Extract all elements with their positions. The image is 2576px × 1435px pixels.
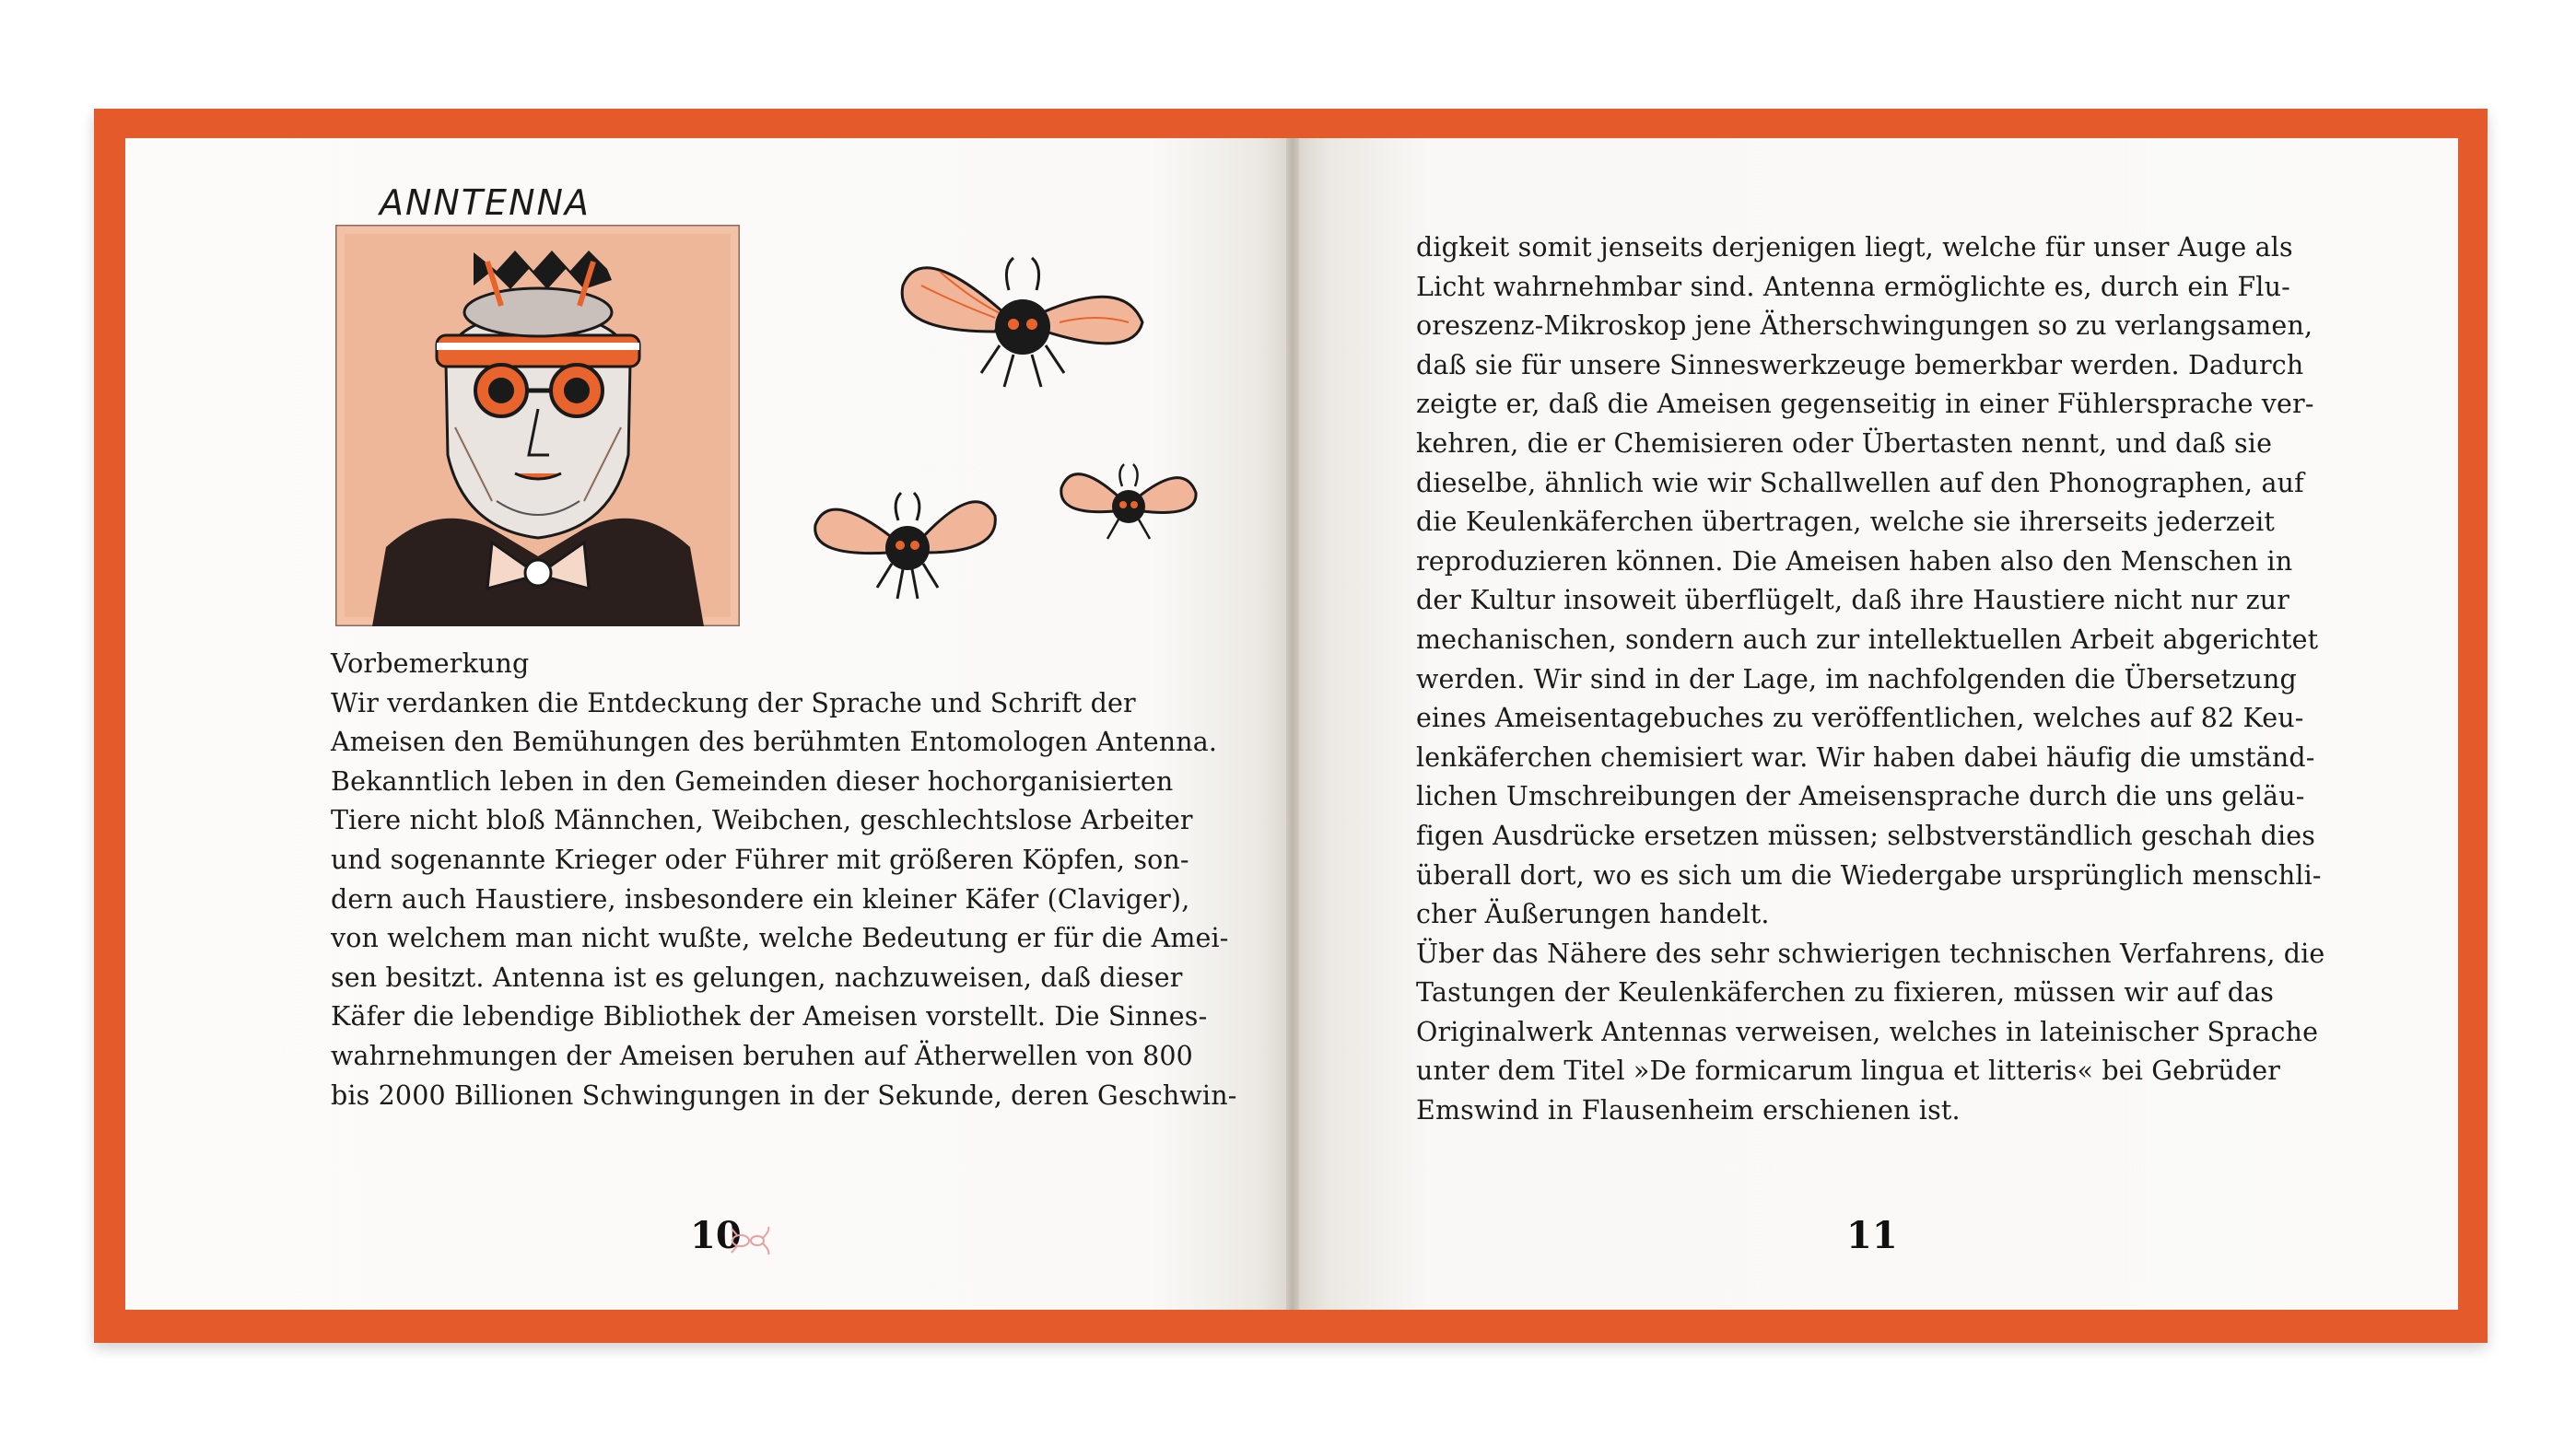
text-line: Bekanntlich leben in den Gemeinden dieser hochorganisierten — [331, 765, 1174, 797]
text-line: Käfer die lebendige Bibliothek der Ameisen vorstellt. Die Sinnes- — [331, 1001, 1208, 1032]
text-line: Über das Nähere des sehr schwierigen technischen Verfahrens, die — [1416, 938, 2325, 969]
text-line: überall dort, wo es sich um die Wiedergabe ursprünglich menschli- — [1416, 859, 2322, 891]
page-number-left: 10 — [690, 1214, 742, 1257]
winged-ant-illustration-large — [884, 221, 1161, 414]
text-line: lenkäferchen chemisiert war. Wir haben dabei häufig die umständ- — [1416, 741, 2315, 773]
text-line: reproduzieren können. Die Ameisen haben also den Menschen in — [1416, 545, 2293, 577]
winged-ant-illustration-small — [802, 461, 1013, 617]
text-line: Tiere nicht bloß Männchen, Weibchen, geschlechtslose Arbeiter — [331, 805, 1193, 836]
antenna-portrait-illustration — [335, 225, 740, 626]
text-line: digkeit somit jenseits derjenigen liegt, welche für unser Auge als — [1416, 232, 2293, 262]
book-gutter — [1286, 138, 1299, 1310]
text-line: Ameisen den Bemühungen des berühmten Entomologen Antenna. — [331, 727, 1218, 758]
text-line: figen Ausdrücke ersetzen müssen; selbstverständlich geschah dies — [1416, 820, 2316, 851]
text-line: werden. Wir sind in der Lage, im nachfolgenden die Übersetzung — [1416, 663, 2297, 694]
text-line: lichen Umschreibungen der Ameisensprache durch die uns geläu- — [1416, 781, 2305, 812]
text-line: wahrnehmungen der Ameisen beruhen auf Ätherwellen von 800 — [331, 1040, 1193, 1071]
text-line: oreszenz-Mikroskop jene Ätherschwingungen so zu verlangsamen, — [1416, 310, 2313, 342]
right-page-text — [1416, 228, 2325, 1131]
page-number-right: 11 — [1846, 1214, 1898, 1257]
text-line: der Kultur insoweit überflügelt, daß ihre Haustiere nicht nur zur — [1416, 585, 2290, 616]
text-line: bis 2000 Billionen Schwingungen in der Sekunde, deren Geschwin- — [331, 1079, 1237, 1111]
text-line: dern auch Haustiere, insbesondere ein kleiner Käfer (Claviger), — [331, 883, 1190, 915]
text-line: sen besitzt. Antenna ist es gelungen, nachzuweisen, daß dieser — [331, 962, 1183, 993]
text-line: Wir verdanken die Entdeckung der Sprache und Schrift der — [331, 687, 1136, 718]
text-line: unter dem Titel »De formicarum lingua et litteris« bei Gebrüder — [1416, 1056, 2281, 1087]
text-line: dieselbe, ähnlich wie wir Schallwellen auf den Phonographen, auf — [1416, 467, 2304, 498]
text-line: eines Ameisentagebuches zu veröffentlichen, welches auf 82 Keu- — [1416, 703, 2304, 734]
text-line: zeigte er, daß die Ameisen gegenseitig in einer Fühlersprache ver- — [1416, 389, 2314, 420]
text-line: daß sie für unsere Sinneswerkzeuge bemerkbar werden. Dadurch — [1416, 349, 2304, 380]
text-line: cher Äußerungen handelt. — [1416, 899, 1770, 930]
text-line: Licht wahrnehmbar sind. Antenna ermöglichte es, durch ein Flu- — [1416, 271, 2290, 302]
text-line: Emswind in Flausenheim erschienen ist. — [1416, 1095, 1961, 1126]
text-line: mechanischen, sondern auch zur intellektuellen Arbeit abgerichtet — [1416, 624, 2319, 655]
text-line: Originalwerk Antennas verweisen, welches in lateinischer Sprache — [1416, 1016, 2319, 1047]
text-line: und sogenannte Krieger oder Führer mit größeren Köpfen, son- — [331, 844, 1189, 875]
section-heading: Vorbemerkung — [331, 648, 530, 679]
winged-ant-illustration-tiny — [1050, 433, 1207, 562]
text-line: von welchem man nicht wußte, welche Bedeutung er für die Amei- — [331, 923, 1229, 954]
text-line: die Keulenkäferchen übertragen, welche sie ihrerseits jederzeit — [1416, 507, 2275, 538]
text-line: kehren, die er Chemisieren oder Übertasten nennt, und daß sie — [1416, 427, 2273, 459]
left-page-text — [331, 645, 1237, 1115]
text-line: Tastungen der Keulenkäferchen zu fixieren, müssen wir auf das — [1416, 977, 2275, 1009]
ant-icon — [728, 1225, 772, 1256]
portrait-title: ANNTENNA — [380, 182, 591, 223]
